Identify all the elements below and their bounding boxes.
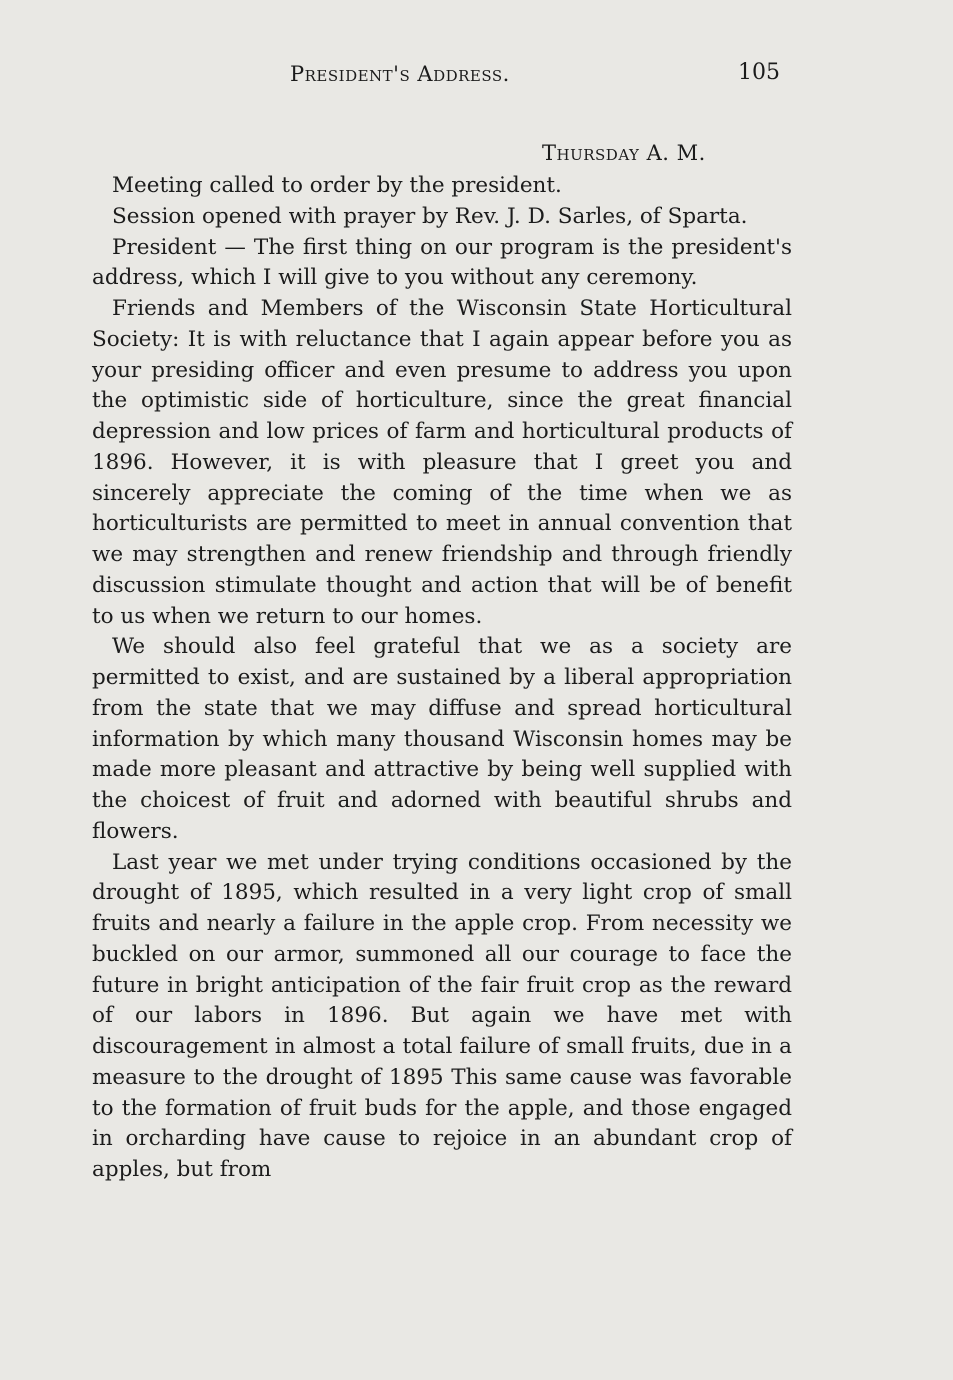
paragraph: Friends and Members of the Wisconsin State Horticultural Society: It is with reluctance that I again appear before you as your presiding officer and even presume to address you upon the optimistic side of horticulture, since the great financial depression and low prices of farm and horticultural products of 1896. However, it is with pleasure that I greet you and sincerely appreciate the coming of the time when we as horticulturists are permitted to meet in annual convention that we may strengthen and renew friendship and through friendly discussion stimulate thought and action that will be of benefit to us when we return to our homes. — [92, 296, 792, 629]
paragraph: We should also feel grateful that we as a society are permitted to exist, and are sustained by a liberal appropriation from the state that we may diffuse and spread horticultural information by which many thousand Wisconsin homes may be made more pleasant and attractive by being well supplied with the choicest of fruit and adorned with beautiful shrubs and flowers. — [92, 634, 792, 844]
page-number: 105 — [738, 60, 780, 85]
session-heading: Thursday A. M. — [542, 141, 706, 165]
running-head-title: President's Address. — [290, 62, 510, 86]
paragraph: Last year we met under trying conditions occasioned by the drought of 1895, which resulted in a very light crop of small fruits and nearly a failure in the apple crop. From necessity we buckled on our armor, summoned all our courage to face the future in bright anticipation of the fair fruit crop as the reward of our labors in 1896. But again we have met with discouragement in almost a total failure of small fruits, due in a measure to the drought of 1895 This same cause was favorable to the formation of fruit buds for the apple, and those engaged in orcharding have cause to rejoice in an abundant crop of apples, but from — [92, 849, 792, 1182]
paragraph: Meeting called to order by the president. — [112, 173, 562, 198]
paragraph: Session opened with prayer by Rev. J. D. Sarles, of Sparta. — [112, 203, 748, 229]
paragraph: President — The first thing on our program is the president's address, which I will give to you without any ceremony. — [92, 234, 792, 291]
body-text — [92, 171, 792, 1186]
